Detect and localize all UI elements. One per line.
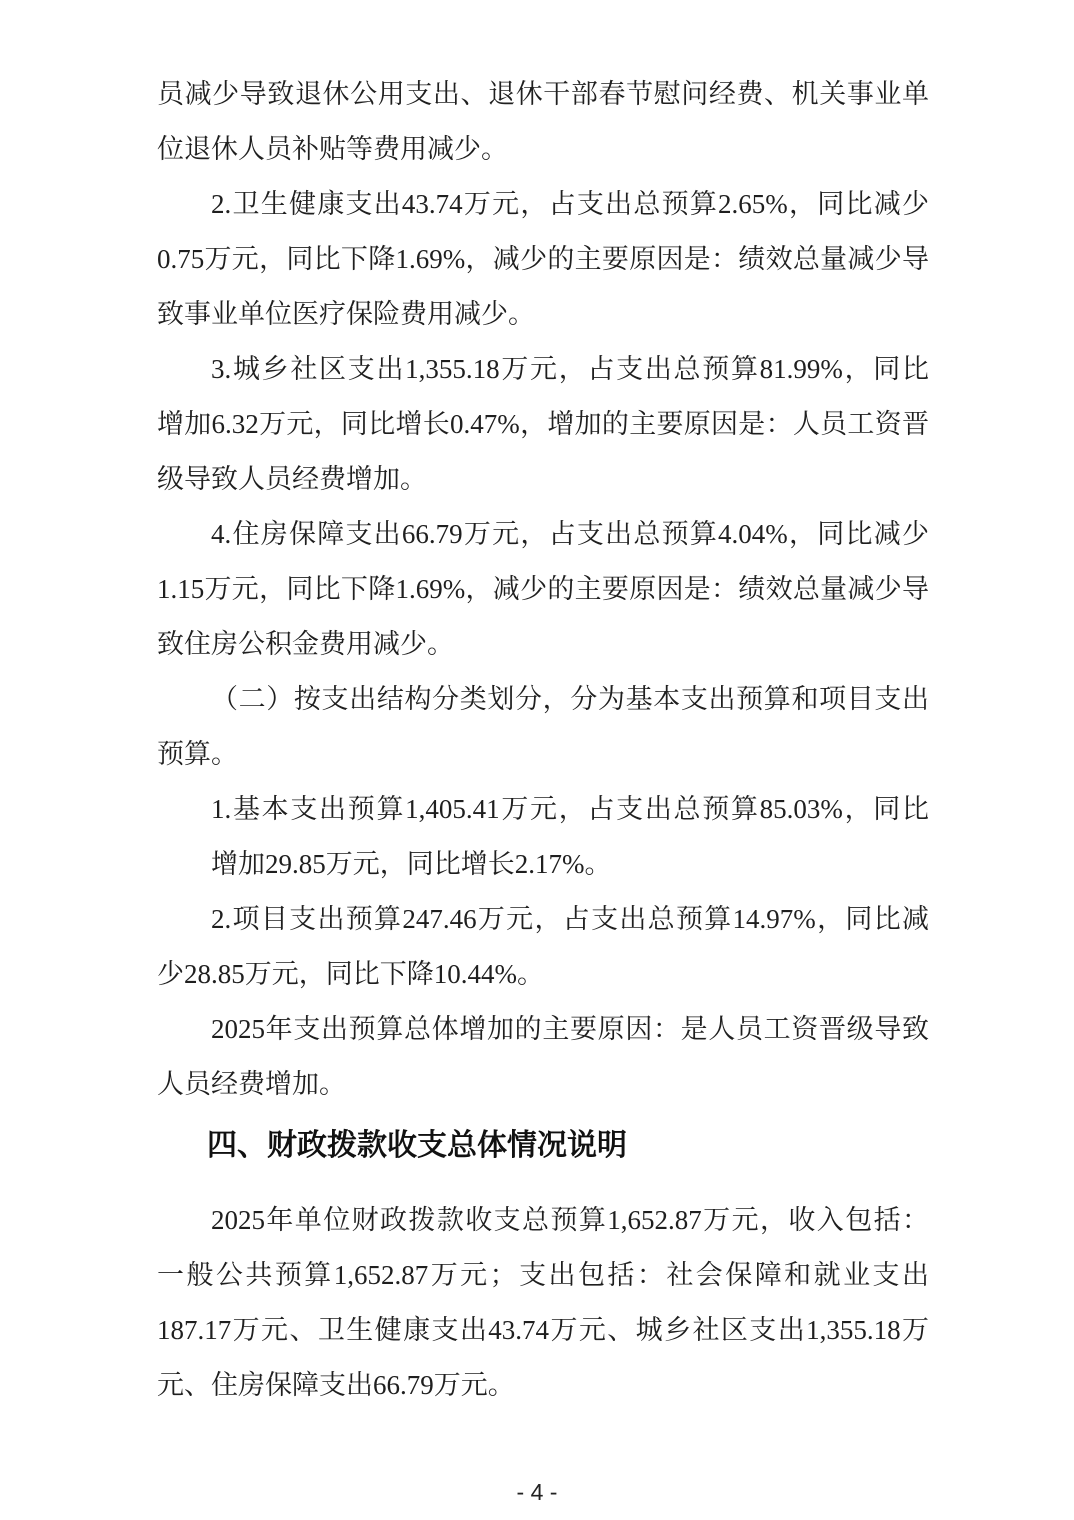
text-line: 位退休人员补贴等费用减少。: [157, 134, 508, 164]
text-line: 增加29.85万元，同比增长2.17%。: [211, 849, 612, 879]
text-line: 增加6.32万元，同比增长0.47%，增加的主要原因是：人员工资晋: [157, 409, 929, 439]
text-line: 2025年单位财政拨款收支总预算1,652.87万元，收入包括：: [211, 1205, 929, 1235]
text-line: 员减少导致退休公用支出、退休干部春节慰问经费、机关事业单: [157, 79, 929, 109]
document-body: [157, 67, 929, 1413]
text-line: 1.15万元，同比下降1.69%，减少的主要原因是：绩效总量减少导: [157, 574, 929, 604]
text-line: 2.项目支出预算247.46万元，占支出总预算14.97%，同比减: [211, 904, 929, 934]
text-line: 人员经费增加。: [157, 1069, 346, 1099]
text-line: 4.住房保障支出66.79万元，占支出总预算4.04%，同比减少: [211, 519, 929, 549]
text-line: 2025年支出预算总体增加的主要原因：是人员工资晋级导致: [211, 1014, 929, 1044]
text-line: （二）按支出结构分类划分，分为基本支出预算和项目支出: [211, 684, 929, 714]
text-line: 预算。: [157, 739, 238, 769]
text-line: 元、住房保障支出66.79万元。: [157, 1370, 515, 1400]
text-line: 致事业单位医疗保险费用减少。: [157, 299, 535, 329]
text-line: 2.卫生健康支出43.74万元，占支出总预算2.65%，同比减少: [211, 189, 929, 219]
section-heading: 四、财政拨款收支总体情况说明: [207, 1129, 627, 1162]
text-line: 3.城乡社区支出1,355.18万元，占支出总预算81.99%，同比: [211, 354, 929, 384]
text-line: 187.17万元、卫生健康支出43.74万元、城乡社区支出1,355.18万: [157, 1315, 929, 1345]
page-number: - 4 -: [516, 1479, 558, 1505]
text-line: 1.基本支出预算1,405.41万元，占支出总预算85.03%，同比: [211, 794, 929, 824]
text-line: 0.75万元，同比下降1.69%，减少的主要原因是：绩效总量减少导: [157, 244, 929, 274]
text-line: 一般公共预算1,652.87万元；支出包括：社会保障和就业支出: [157, 1260, 929, 1290]
text-line: 少28.85万元，同比下降10.44%。: [157, 959, 544, 989]
text-line: 致住房公积金费用减少。: [157, 629, 454, 659]
text-line: 级导致人员经费增加。: [157, 464, 427, 494]
